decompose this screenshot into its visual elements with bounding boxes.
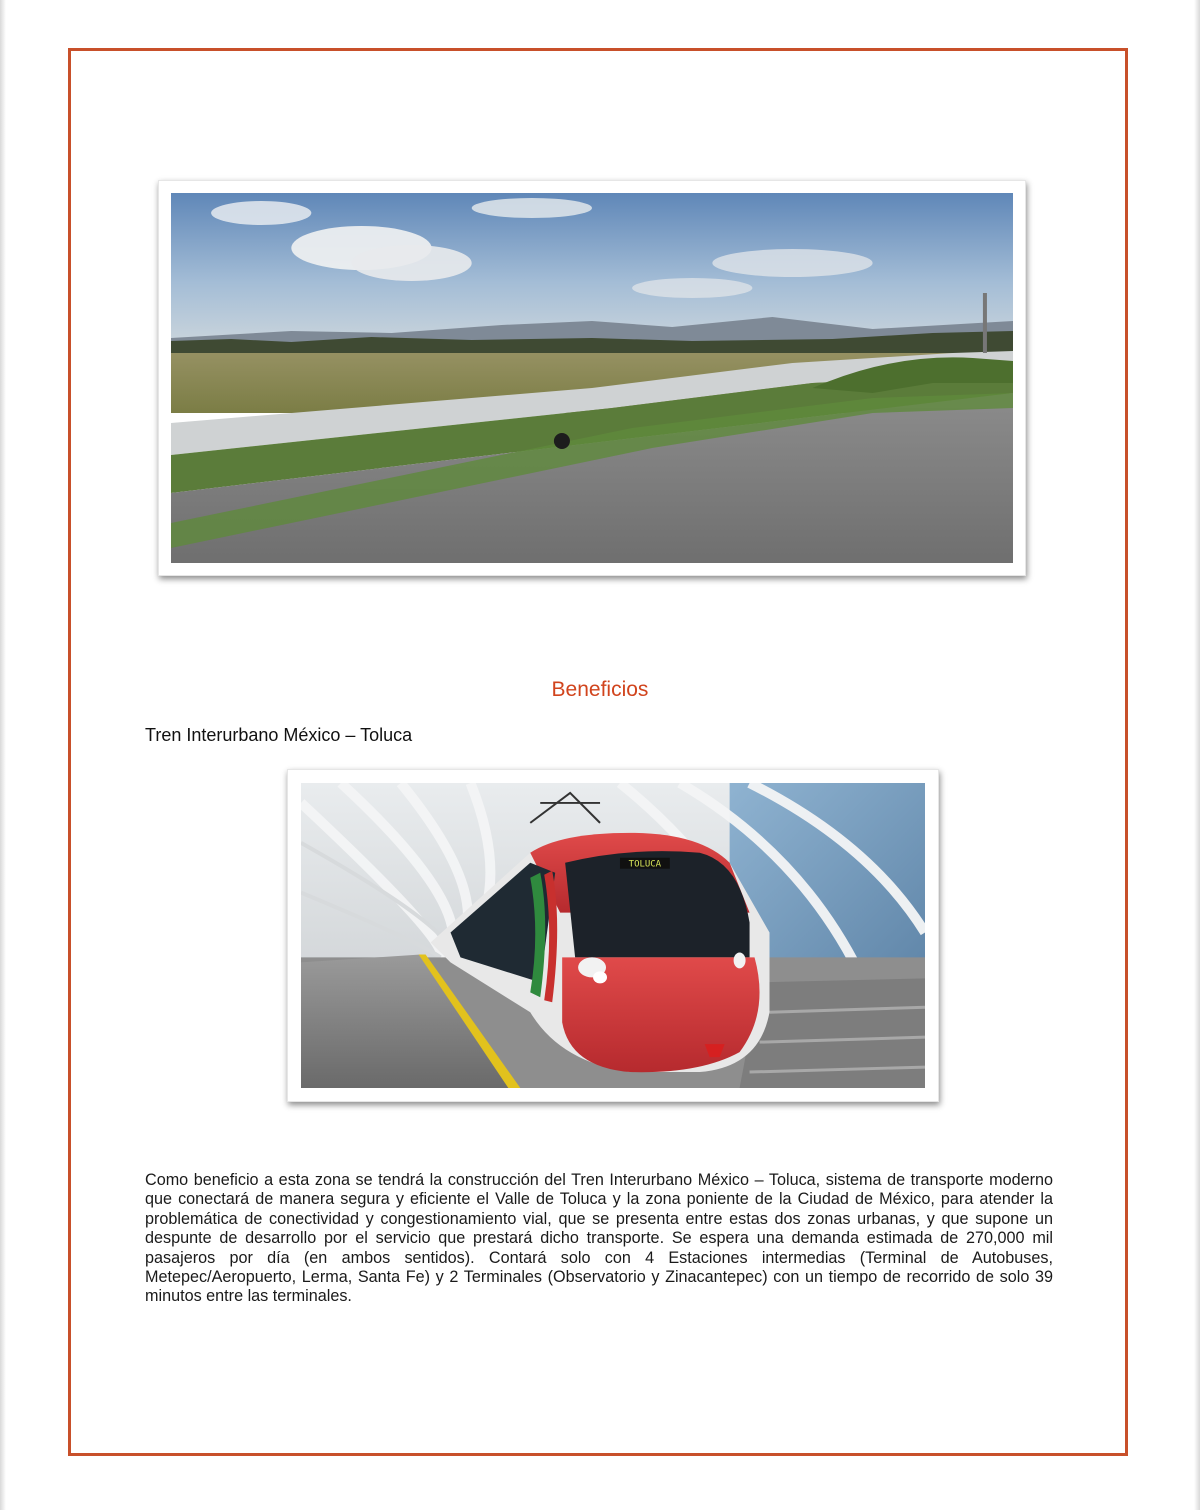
train-photo-icon [301,783,925,1088]
subheading: Tren Interurbano México – Toluca [145,725,413,745]
body-paragraph: Como beneficio a esta zona se tendrá la construcción del Tren Interurbano México – Toluca, sistema de transporte moderno que conectará de manera segura y eficiente el Valle de Toluca y la zona poniente de la Ciudad de México, para atender la problemática de conectividad y congestionamiento vial, que se presenta entre estas dos zonas urbanas, y que supone un despunte de desarrollo por el servicio que prestará dicho transporte. Se espera una demanda estimada de 270,000 mil pasajeros por día (en ambos sentidos). Contará solo con 4 Estaciones intermedias (Terminal de Autobuses, Metepec/Aeropuerto, Lerma, Santa Fe) y 2 Terminales (Observatorio y Zinacantepec) con un tiempo de recorrido de solo 39 minutos entre las terminales. [145,1171,1053,1306]
section-title: Beneficios [551,678,649,701]
destination-sign: TOLUCA [628,859,662,870]
page-edge-left [0,0,6,1510]
page-edge-right [1194,0,1200,1510]
site-photo [158,180,1026,576]
landscape-photo-icon [171,193,1013,563]
train-photo [287,769,939,1102]
